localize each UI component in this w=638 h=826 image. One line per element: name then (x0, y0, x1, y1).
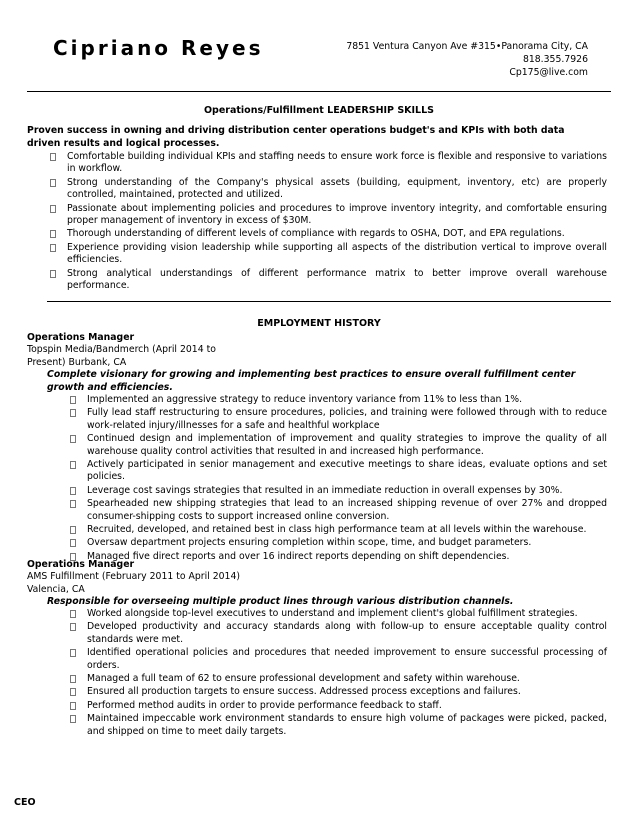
bullet-box-icon (70, 487, 76, 495)
job1-bullet (67, 459, 607, 484)
skill-bullet (47, 177, 607, 202)
job1-summary: Complete visionary for growing and implementing best practices to ensure overall fulfillment center growth and efficiencies. (47, 369, 576, 393)
bullet-box-icon (50, 270, 56, 278)
header-divider (27, 91, 611, 92)
skill-bullet-text: Thorough understanding of different levels of compliance with regards to OSHA, DOT, and EPA regulations. (67, 228, 565, 240)
skill-bullet-text: Passionate about implementing policies and procedures to improve inventory integrity, and comfortable ensuring proper management of inventory in excess of $30M. (67, 202, 607, 227)
bullet-box-icon (70, 715, 76, 723)
job2-bullet (67, 673, 607, 685)
skill-bullet-text: Comfortable building individual KPIs and staffing needs to ensure work force is flexible and responsive to variations in workflow. (67, 151, 607, 175)
bullet-box-icon (70, 702, 76, 710)
bullet-box-icon (50, 179, 56, 187)
skill-bullet-text: Strong analytical understandings of different performance matrix to better improve overall warehouse performance. (67, 267, 607, 292)
job2-bullet (67, 700, 607, 712)
skills-heading: Operations/Fulfillment LEADERSHIP SKILLS (203, 105, 435, 116)
job1-bullet-text: Actively participated in senior management and executive meetings to share ideas, evaluate options and set policies. (87, 459, 607, 483)
job1-bullet (67, 498, 607, 523)
job2-bullet-list (67, 608, 607, 739)
job1-bullet-text: Leverage cost savings strategies that resulted in an immediate reduction in overall expenses by 30%. (87, 484, 563, 496)
bullet-box-icon (70, 649, 76, 657)
job2-bullet (67, 608, 607, 620)
job2-bullet-text: Worked alongside top-level executives to understand and implement client's global fulfillment strategies. (87, 608, 578, 619)
email: Cp175@live.com (509, 67, 588, 78)
bullet-box-icon (70, 409, 76, 417)
skills-bullet-list (47, 151, 607, 293)
bullet-box-icon (70, 526, 76, 534)
skill-bullet (47, 151, 607, 176)
job2-bullet (67, 713, 607, 738)
job1-bullet (67, 524, 607, 536)
job2-role: Operations Manager (27, 559, 135, 570)
bullet-box-icon (70, 539, 76, 547)
job1-bullet-text: Continued design and implementation of improvement and quality strategies to improve the quality of all warehouse quality control activities that resulted in and increased high performance. (87, 433, 607, 457)
bullet-box-icon (70, 461, 76, 469)
skills-divider (47, 301, 611, 302)
skill-bullet (47, 203, 607, 228)
job1-bullet-text: Implemented an aggressive strategy to reduce inventory variance from 11% to less than 1%. (87, 394, 523, 405)
bullet-box-icon (50, 153, 56, 161)
job2-bullet-text: Maintained impeccable work environment standards to ensure high volume of packages were picked, packed, and shipped on time to meet daily targets. (87, 713, 607, 737)
bullet-box-icon (70, 435, 76, 443)
job1-bullet-text: Recruited, developed, and retained best in class high performance team at all levels within the warehouse. (87, 524, 587, 536)
bullet-box-icon (70, 623, 76, 631)
bullet-box-icon (70, 500, 76, 508)
skill-bullet (47, 242, 607, 267)
job1-role: Operations Manager (27, 332, 135, 343)
job1-bullet (67, 551, 607, 563)
job1-company-line2: Present) Burbank, CA (27, 356, 127, 368)
job1-bullet-list (67, 394, 607, 564)
skill-bullet (47, 268, 607, 293)
job1-bullet-text: Fully lead staff restructuring to ensure procedures, policies, and training were followed through with to reduce work-related injury/illnesses for a safe and healthful workplace (87, 407, 607, 431)
job2-company (27, 571, 327, 596)
job2-bullet-text: Managed a full team of 62 to ensure professional development and safety within warehouse. (87, 673, 520, 685)
job2-bullet (67, 686, 607, 698)
skill-bullet-text: Experience providing vision leadership while supporting all aspects of the distribution vertical to improve overall efficiencies. (67, 241, 607, 266)
footer-label: CEO (14, 797, 36, 808)
address: 7851 Ventura Canyon Ave #315•Panorama City, CA (346, 41, 588, 52)
skills-intro: Proven success in owning and driving distribution center operations budget's and KPIs with both data driven results and logical processes. (27, 125, 565, 149)
skill-bullet (47, 228, 607, 240)
job2-bullet-text: Developed productivity and accuracy standards along with follow-up to ensure acceptable quality control standards were met. (87, 621, 607, 645)
employment-heading: EMPLOYMENT HISTORY (257, 318, 381, 329)
bullet-box-icon (50, 205, 56, 213)
job1-bullet-text: Spearheaded new shipping strategies that lead to an increased shipping revenue of over 27% and dropped consumer-shipping costs to support increased online conversion. (87, 498, 607, 522)
contact-block (346, 40, 588, 79)
candidate-name: Cipriano Reyes (53, 36, 264, 60)
job2-bullet (67, 647, 607, 672)
job2-company-line2: Valencia, CA (27, 583, 85, 595)
phone: 818.355.7926 (522, 54, 588, 65)
bullet-box-icon (70, 675, 76, 683)
job1-bullet (67, 407, 607, 432)
job2-company-line1: AMS Fulfillment (February 2011 to April 2014) (27, 571, 241, 582)
bullet-box-icon (50, 230, 56, 238)
job2-bullet-text: Identified operational policies and procedures that needed improvement to ensure successful processing of orders. (87, 647, 607, 671)
bullet-box-icon (70, 610, 76, 618)
bullet-box-icon (70, 396, 76, 404)
job2-bullet (67, 621, 607, 646)
job2-summary: Responsible for overseeing multiple product lines through various distribution channels. (47, 596, 514, 607)
job2-bullet-text: Performed method audits in order to provide performance feedback to staff. (87, 699, 442, 711)
job1-bullet-text: Oversaw department projects ensuring completion within scope, time, and budget parameters. (87, 537, 532, 549)
bullet-box-icon (50, 244, 56, 252)
job2-bullet-text: Ensured all production targets to ensure success. Addressed process exceptions and failures. (87, 686, 521, 698)
job1-bullet (67, 433, 607, 458)
job1-bullet (67, 394, 607, 406)
job1-bullet-text: Managed five direct reports and over 16 indirect reports depending on shift dependencies. (87, 550, 510, 562)
bullet-box-icon (70, 688, 76, 696)
job1-bullet (67, 537, 607, 549)
job1-company-line1: Topspin Media/Bandmerch (April 2014 to (27, 344, 216, 355)
job1-company (27, 344, 287, 369)
skill-bullet-text: Strong understanding of the Company's physical assets (building, equipment, inventory, etc) are properly controlled, maintained, protected and utilized. (67, 176, 607, 201)
job1-bullet (67, 485, 607, 497)
